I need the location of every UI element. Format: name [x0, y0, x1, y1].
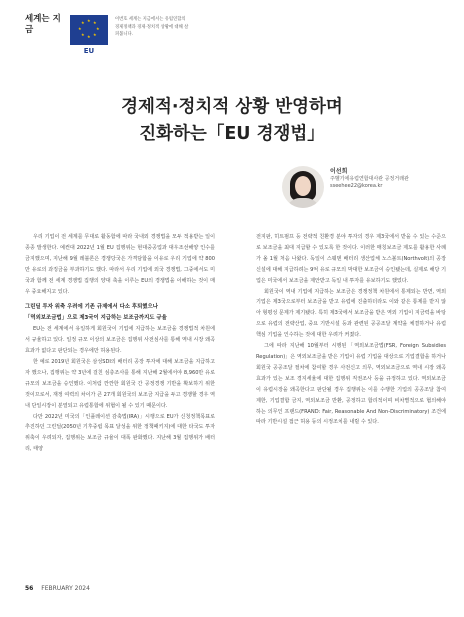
paragraph: 우리 기업이 전 세계를 무대로 활동함에 따라 국내외 경쟁법을 모두 적용받는 일이 종종 발생한다. 예컨대 2022년 1월 EU 집행위는 현대중공업과 대우조선해양 인수를 금지했으며, 지난해 9월 레블론은 경쟁당국은 가격담합을 이유로 우리 기업에 약 800만 유로의 과징금을 부과하기도 했다. 따라서 우리 기업에 외국 경쟁법, 그중에서도 미국과 함께 전 세계 경쟁법 집행의 양대 축을 이루는 EU의 경쟁법을 이해하는 것이 매우 중요해지고 있다.	[25, 234, 215, 295]
right-column	[256, 232, 446, 428]
paragraph: 그에 따라 지난해 10월부터 시행된「역외보조금법(FSR, Foreign Subsidies Regulation)」은 역외보조금을 받은 기업이 유럽 기업을 대상으로 기업결합을 하거나 회원국 공공조달 절차에 참여할 경우 사전신고 의무, 역외보조금으로 역내 시장 왜곡 효과가 있는 보조 경지세율에 대한 집행위 직권조사 등을 규정하고 있다. 역외보조금이 유럽시장을 왜곡한다고 판단될 경우 집행위는 이를 수행한 기업의 공공조달 참여 제한, 기업결합 금지, 역외보조금 반환, 공정하고 합리적이며 비차별적으로 협의해야 하는 의무인 프랜드(FRAND: Fair, Reasonable And Non-Discriminatory) 조건에 따라 기반시설 접근 허용 등의 시정조치를 내릴 수 있다.	[256, 343, 446, 426]
author-name: 이선희	[330, 168, 348, 175]
section-header	[25, 14, 445, 56]
page-footer	[25, 585, 90, 592]
author-email: sseehee22@korea.kr	[330, 183, 383, 189]
author-photo	[282, 166, 324, 208]
section-title: 세계는 지금	[25, 14, 61, 35]
paragraph: 전지판, 히트펌프 등 전략적 친환경 분야 투자의 경우 제3국에서 받을 수 있는 수준으로 보조금을 최대 지급할 수 있도록 한 것이다. 이러한 매칭보조금 제도를 활용한 사례가 올 1월 처음 나왔다. 독일이 스웨덴 배터리 생산업체 노스볼트(Northvolt)의 공장 신설에 대해 지급하려는 9억 유로 규모의 막대한 보조금이 승인됐는데, 실제로 해당 기업은 미국에서 보조금을 제안받고 독일 내 투자를 유보하기도 했었다.	[256, 234, 446, 284]
page-number: 56	[25, 585, 34, 592]
subheading: 그린딜 투자 위축 우려에 기존 규제에서 다소 후퇴했으나	[25, 304, 158, 311]
paragraph: EU는 전 세계에서 유일하게 회원국이 기업에 지급하는 보조금을 경쟁법적 차원에서 규율하고 있다. 일정 규모 이상의 보조금은 집행위 사전심사를 통해 역내 시장 왜곡 효과가 없다고 판단되는 경우에만 허용된다.	[25, 326, 215, 355]
section-description: 이번호 세계는 지금에서는 유럽연합의 경제정책과 경제·정치적 상황에 대해 살펴봅니다.	[115, 17, 189, 37]
author-affiliation: 주벨기에유럽연합대사관 공정거래관	[330, 175, 409, 182]
author-info	[330, 168, 450, 191]
paragraph: 회원국이 역내 기업에 지급하는 보조금은 경쟁정책 차원에서 통제되는 반면, 역외 기업은 제3국으로부터 보조금을 받고 유럽에 진출하더라도 이와 같은 통제를 받지 않아 형평성 문제가 제기됐다. 특히 제3국에서 보조금을 받은 역외 기업이 지금력을 바탕으로 유럽의 전략산업, 중요 기반시설 등과 관련된 공공조달 계약을 체결하거나 유럽 핵심 기업을 인수하는 것에 대한 우려가 커졌다.	[256, 288, 446, 339]
eu-label: EU	[83, 47, 95, 55]
article-title-line-1: 경제적·정치적 상황 반영하며	[121, 97, 343, 117]
issue-date: FEBRUARY 2024	[41, 585, 90, 592]
eu-flag-icon: ★ ★ ★ ★ ★ ★ ★ ★	[70, 15, 108, 45]
article-title-line-2: 진화하는「EU 경쟁법」	[139, 124, 325, 144]
subheading: 「역외보조금법」으로 제3국이 지급하는 보조금까지도 규율	[25, 315, 167, 322]
paragraph: 한 예로 2019년 회원국은 삼성SDI의 배터리 공장 투자에 대해 보조금을 지급하고자 했으나, 집행위는 약 3년에 걸친 심층조사를 통해 지난해 2월에서야 8,960만 유로 규모의 보조금을 승인했다. 이처럼 깐깐한 회원국 간 공정경쟁 기반을 확보하기 위한 것이므로서, 재정 여력의 차이가 큰 27개 회원국의 보조금 지급을 두고 경쟁할 경우 역내 단일시장이 분열되고 유럽통합에 위협이 될 수 있기 때문이다.	[25, 358, 215, 409]
paragraph: 다만 2022년 미국의「인플레이션 감축법(IRA)」시행으로 EU가 신청정책목표로 추진하던 그린딜(2050년 기후중립 목표 달성을 위한 정책패키지)에 대한 타국도 투자 위축이 우려되자, 집행위는 보조금 규율이 대폭 완화했다. 지난해 3월 집행위가 배터리, 태양	[25, 413, 215, 453]
left-column	[25, 232, 215, 455]
article-title	[0, 94, 464, 148]
eu-flag-logo	[70, 15, 108, 57]
